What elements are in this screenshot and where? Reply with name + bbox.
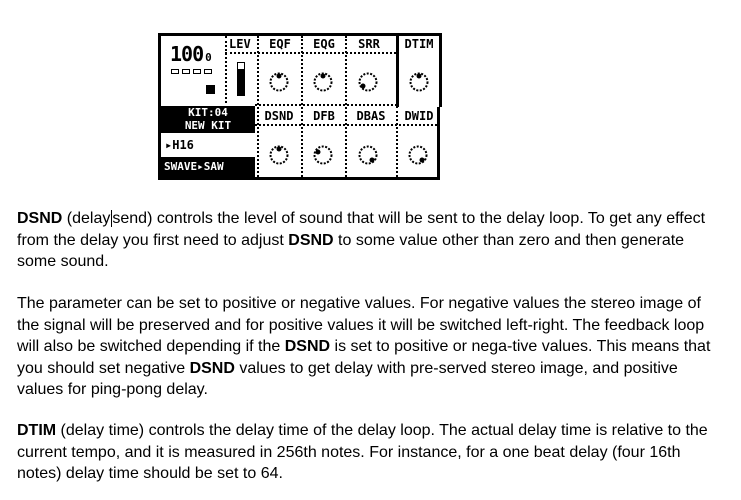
level-meter-fill: [238, 69, 244, 95]
grid-divider: [255, 124, 437, 126]
dtim-selected-box: [396, 33, 442, 107]
lev-label: LEV: [229, 37, 251, 51]
term-dsnd: DSND: [288, 231, 334, 249]
tempo-value: 100: [170, 42, 204, 66]
paragraph-stereo: The parameter can be set to positive or negative values. For negative values the stereo image of the signal will be preserved and for positive values it will be switched left-right. The feedback loop will also be switched depending if the DSND is set to positive or nega-tive values. This means that you should set negative DSND values to get delay with pre-served stereo image, and positive values for ping-pong delay.: [17, 295, 711, 398]
grid-divider: [301, 36, 303, 177]
grid-divider: [345, 36, 347, 177]
paragraph-dsnd: DSND (delay send) controls the level of sound that will be sent to the delay loop. To get any effect from the delay you first need to adjust DSND to some value other than zero and then generate some sound.: [17, 210, 706, 270]
knob-dtim-icon: [408, 71, 430, 93]
tempo-dots: [171, 69, 212, 74]
knob-srr-icon: [357, 71, 379, 93]
paragraph-dtim: DTIM (delay time) controls the delay time of the delay loop. The actual delay time is relative to the current tempo, and it is measured in 256th notes. For instance, for a one beat delay (four 16th notes) delay time should be set to 64.: [17, 422, 708, 482]
param-label-dtim: DTIM: [404, 37, 434, 51]
kit-number: KIT:04: [188, 106, 228, 119]
param-label-dbas: DBAS: [356, 109, 386, 123]
param-label-dsnd: DSND: [264, 109, 294, 123]
term-dsnd: DSND: [189, 359, 235, 377]
kit-info: [161, 106, 255, 177]
knob-dsnd-icon: [268, 144, 290, 166]
param-label-dwid: DWID: [404, 109, 434, 123]
grid-divider: [225, 52, 396, 54]
term-dtim: DTIM: [17, 422, 57, 439]
knob-dbas-icon: [357, 144, 379, 166]
param-label-srr: SRR: [358, 37, 380, 51]
kit-name: NEW KIT: [184, 119, 232, 132]
param-label-eqf: EQF: [269, 37, 291, 51]
term-dsnd: DSND: [284, 338, 331, 355]
knob-dfb-icon: [312, 144, 334, 166]
grid-divider: [257, 36, 259, 177]
level-meter: [237, 62, 245, 96]
play-indicator-icon: [206, 85, 215, 94]
pattern-label: ▸H16: [165, 138, 194, 152]
param-label-eqg: EQG: [313, 37, 335, 51]
term-dsnd: DSND: [17, 210, 63, 227]
tempo-display: [163, 38, 223, 100]
wave-label: SWAVE▸SAW: [161, 157, 255, 177]
tempo-unit: 0: [205, 51, 211, 64]
knob-dwid-icon: [407, 144, 429, 166]
param-label-dfb: DFB: [313, 109, 335, 123]
knob-eqg-icon: [312, 71, 334, 93]
lcd-screen: [158, 33, 440, 180]
knob-eqf-icon: [268, 71, 290, 93]
grid-divider: [225, 36, 227, 103]
kit-header: [161, 106, 255, 133]
